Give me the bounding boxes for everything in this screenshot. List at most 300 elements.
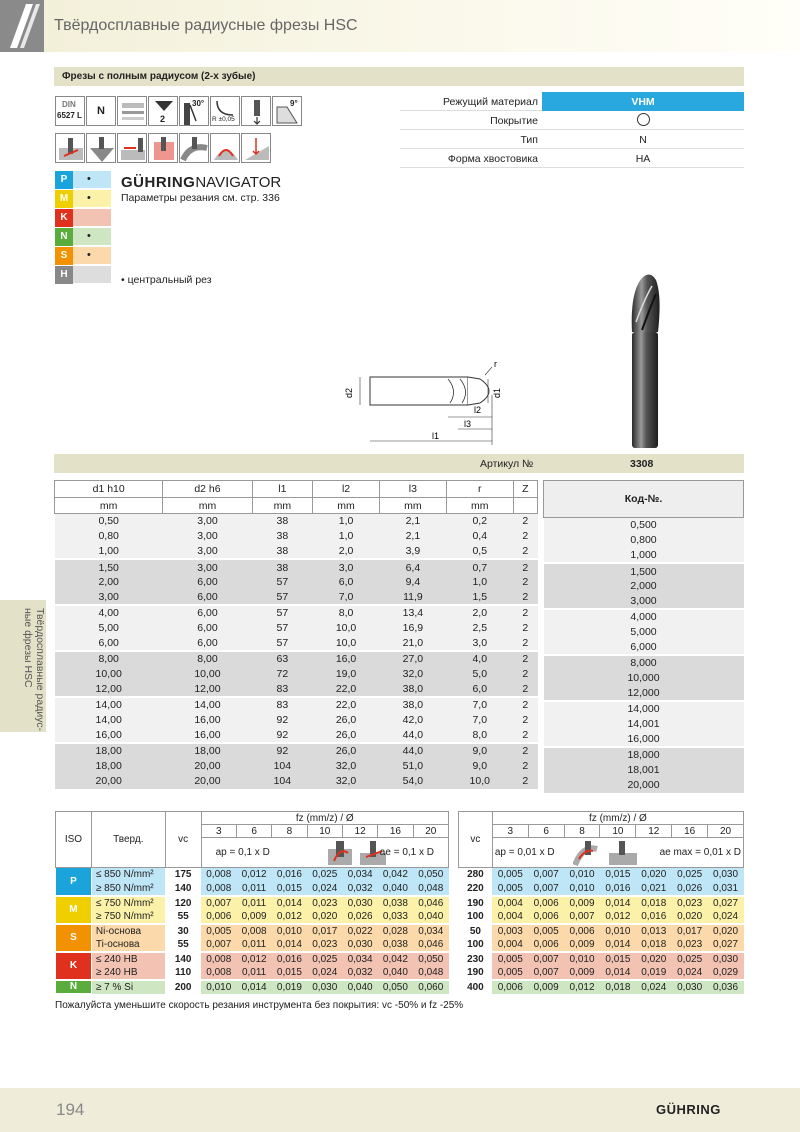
code-number: 3,000 [544,594,744,609]
fz-cell: 0,023 [677,897,703,909]
fz-cell: 0,010 [276,925,302,937]
fz-cell: 0,027 [713,897,739,909]
table-cell: 57 [252,575,313,590]
hardness-cell: ≥ 7 % Si [95,981,134,993]
fz-cell: 0,024 [677,966,703,978]
fz-cell: 0,030 [713,869,739,881]
fz-cell: 0,030 [713,953,739,965]
fz-cell: 0,015 [605,953,631,965]
fz-cell: 0,025 [312,953,338,965]
fz-cell: 0,016 [276,869,302,881]
ae-label: ae max = 0,01 x D [659,847,741,858]
application-slot-pictogram [55,133,85,163]
fz-cell: 0,029 [713,966,739,978]
code-number-table [543,480,744,793]
table-cell: 3,0 [313,559,380,574]
fz-cell: 0,005 [497,966,523,978]
page-number: 194 [56,1100,85,1119]
code-number: 12,000 [544,686,744,701]
fz-cell: 0,028 [382,925,408,937]
fz-cell: 0,019 [276,981,302,993]
fz-cell: 0,021 [641,882,667,894]
table-cell: 1,0 [313,529,380,544]
table-cell: 92 [252,712,313,727]
table-row [55,514,538,529]
fz-cell: 0,042 [382,953,408,965]
table-cell: 2 [513,575,537,590]
fz-cell: 0,034 [347,869,373,881]
fz-cell: 0,020 [312,910,338,922]
table-cell: 6,4 [379,559,446,574]
footer-brand-logo: GÜHRING [656,1102,721,1117]
d2-label: d2 [344,387,354,399]
fz-cell: 0,009 [569,966,595,978]
cutting-row [459,882,744,896]
cutting-row [459,966,744,980]
table-cell: 20,00 [163,758,252,773]
diameter-header: 3 [492,825,528,838]
fz-cell: 0,020 [641,953,667,965]
fz-cell: 0,005 [497,882,523,894]
table-cell: 2 [513,743,537,758]
vc-cell: 100 [459,938,493,952]
table-cell: 2 [513,712,537,727]
cutting-row [56,966,449,980]
table-cell: 8,00 [55,651,163,666]
hardness-cell: ≥ 240 HB [95,966,138,978]
prop-shank [400,149,744,168]
code-number: 20,000 [544,778,744,793]
fz-cell: 0,025 [677,869,703,881]
fz-cell: 0,030 [347,938,373,950]
table-row [55,559,538,574]
table-cell: 13,4 [379,605,446,620]
application-copy-pictogram [179,133,209,163]
code-number: 1,000 [544,548,744,563]
angle-pictogram [272,96,302,126]
fz-cell: 0,038 [382,938,408,950]
hardness-cell: ≤ 850 N/mm² [95,869,154,881]
fz-header: fz (mm/z) / Ø [201,812,448,825]
table-cell: 2,00 [55,575,163,590]
table-row [55,575,538,590]
fz-cell: 0,009 [569,897,595,909]
table-cell: 9,4 [379,575,446,590]
fz-cell: 0,018 [641,938,667,950]
table-cell: 19,0 [313,666,380,681]
tool-dimension-drawing [340,355,510,450]
table-cell: 2,5 [446,621,513,636]
table-cell: 6,00 [163,605,252,620]
din-label: DIN [62,100,76,109]
table-cell: 8,0 [313,605,380,620]
tool-photo [620,272,670,452]
cutting-row [459,924,744,938]
code-row [544,747,744,762]
table-cell: 21,0 [379,636,446,651]
table-cell: 1,0 [446,575,513,590]
fz-cell: 0,040 [418,910,444,922]
fz-cell: 0,005 [497,869,523,881]
code-number: 10,000 [544,670,744,685]
prop-value [542,111,744,130]
fz-cell: 0,018 [641,897,667,909]
cutting-row [56,924,449,938]
fz-cell: 0,014 [276,938,302,950]
table-row [55,728,538,743]
vc-cell: 140 [165,952,201,966]
table-cell: 2,1 [379,529,446,544]
table-cell: 2 [513,728,537,743]
fz-cell: 0,032 [347,882,373,894]
table-cell: 4,0 [446,651,513,666]
vc-cell: 200 [165,980,201,994]
fz-cell: 0,050 [418,869,444,881]
code-row [544,625,744,640]
fz-cell: 0,027 [713,938,739,950]
table-cell: 6,00 [163,636,252,651]
column-header: l2 [313,481,380,498]
code-number: 14,001 [544,716,744,731]
hardness-cell: ≥ 850 N/mm² [95,882,154,894]
fz-cell: 0,006 [533,938,559,950]
table-cell: 10,00 [55,666,163,681]
helix-angle: 30° [192,99,205,108]
code-row [544,670,744,685]
cutting-row [459,910,744,924]
table-cell: 3,00 [163,559,252,574]
table-cell: 6,00 [163,590,252,605]
diameter-header: 8 [564,825,600,838]
fz-cell: 0,012 [605,910,631,922]
code-number: 18,001 [544,762,744,777]
cutting-row [56,896,449,910]
code-row [544,594,744,609]
fz-header: fz (mm/z) / Ø [492,812,743,825]
logo-stripes-icon [0,0,44,52]
fz-cell: 0,015 [605,869,631,881]
table-cell: 10,0 [313,621,380,636]
fz-cell: 0,005 [206,925,232,937]
table-cell: 2 [513,605,537,620]
table-cell: 8,00 [163,651,252,666]
fz-cell: 0,050 [382,981,408,993]
table-cell: 6,0 [446,682,513,697]
code-number: 6,000 [544,640,744,655]
hardness-cell: Ni-основа [95,925,142,937]
iso-letter: K [55,209,73,227]
fz-cell: 0,008 [206,953,232,965]
table-cell: 26,0 [313,728,380,743]
side-milling-icon [118,134,148,164]
vc-cell: 400 [459,980,493,994]
table-cell: 57 [252,621,313,636]
fz-cell: 0,011 [241,966,267,978]
fz-cell: 0,030 [312,981,338,993]
table-cell: 57 [252,590,313,605]
table-cell: 0,4 [446,529,513,544]
fz-cell: 0,025 [312,869,338,881]
table-cell: 18,00 [163,743,252,758]
fz-cell: 0,033 [382,910,408,922]
table-cell: 12,00 [163,682,252,697]
table-cell: 7,0 [446,712,513,727]
table-cell: 10,0 [446,774,513,789]
iso-letter: H [55,266,73,284]
fz-cell: 0,010 [605,925,631,937]
fz-cell: 0,008 [206,882,232,894]
radius-pictogram [210,96,240,126]
fz-cell: 0,023 [312,938,338,950]
table-row [55,636,538,651]
fz-cell: 0,008 [206,869,232,881]
prop-cutting-material [400,92,744,111]
engagement-icon [573,839,653,870]
vc-cell: 175 [165,868,201,882]
fz-cell: 0,023 [312,897,338,909]
table-cell: 18,00 [55,743,163,758]
table-cell: 2 [513,559,537,574]
fz-cell: 0,012 [569,981,595,993]
table-cell: 18,00 [55,758,163,773]
fz-cell: 0,040 [382,882,408,894]
table-cell: 6,00 [163,621,252,636]
fz-cell: 0,004 [497,910,523,922]
fz-cell: 0,009 [241,910,267,922]
code-number: 2,000 [544,579,744,594]
iso-suitability-dot: • [87,173,91,185]
diameter-header: 20 [413,825,448,838]
application-pocket-pictogram [148,133,178,163]
fz-cell: 0,040 [347,981,373,993]
fz-cell: 0,042 [382,869,408,881]
page-footer [0,1088,800,1132]
prop-label: Тип [520,134,538,146]
table-cell: 3,9 [379,544,446,559]
fz-cell: 0,024 [713,910,739,922]
code-row [544,778,744,793]
fz-cell: 0,010 [569,953,595,965]
hardness-cell: Ti-основа [95,938,140,950]
iso-group-h [55,266,111,284]
fz-cell: 0,020 [641,869,667,881]
iso-cell: M [56,896,92,924]
pocket-milling-icon [149,134,179,164]
fz-cell: 0,030 [347,897,373,909]
fz-cell: 0,017 [677,925,703,937]
vc-cell: 55 [165,910,201,924]
table-cell: 51,0 [379,758,446,773]
section-subtitle: Фрезы с полным радиусом (2-х зубые) [62,71,256,82]
table-cell: 14,00 [163,697,252,712]
fz-cell: 0,011 [241,938,267,950]
vc-cell: 30 [165,924,201,938]
table-cell: 32,0 [313,758,380,773]
diameter-header: 10 [600,825,636,838]
code-number: 16,000 [544,732,744,747]
table-cell: 2 [513,529,537,544]
iso-letter: N [55,228,73,246]
table-cell: 38 [252,559,313,574]
table-row [55,682,538,697]
coating-note: Пожалуйста уменьшите скорость резания инструмента без покрытия: vc -50% и fz -25% [55,1000,464,1011]
table-cell: 57 [252,636,313,651]
column-header: l1 [252,481,313,498]
table-row [55,697,538,712]
table-row [55,712,538,727]
code-number: 0,800 [544,533,744,548]
fz-cell: 0,048 [418,966,444,978]
surface-finish-icon [118,97,148,127]
iso-cell: S [56,924,92,952]
column-header: d1 h10 [55,481,163,498]
navigator-logo [121,174,281,191]
table-cell: 42,0 [379,712,446,727]
column-header: r [446,481,513,498]
table-cell: 3,00 [163,529,252,544]
table-cell: 9,0 [446,758,513,773]
brand-logo [0,0,44,52]
fz-cell: 0,018 [605,981,631,993]
table-cell: 16,00 [55,728,163,743]
table-cell: 32,0 [313,774,380,789]
r-label: r [494,359,497,369]
fz-cell: 0,046 [418,938,444,950]
table-cell: 9,0 [446,743,513,758]
unit-cell: mm [252,498,313,514]
table-cell: 12,00 [55,682,163,697]
code-number: 5,000 [544,625,744,640]
fz-cell: 0,016 [276,953,302,965]
fz-cell: 0,009 [569,938,595,950]
fz-cell: 0,006 [497,981,523,993]
iso-letter: P [55,171,73,189]
table-cell: 2 [513,590,537,605]
diameter-header: 16 [378,825,413,838]
diameter-header: 12 [636,825,672,838]
fz-cell: 0,007 [533,966,559,978]
fz-cell: 0,014 [605,897,631,909]
fz-cell: 0,015 [276,966,302,978]
ramp-milling-icon [242,134,272,164]
fz-cell: 0,011 [241,882,267,894]
fz-cell: 0,007 [206,938,232,950]
fz-cell: 0,034 [418,925,444,937]
table-row [55,621,538,636]
code-row [544,640,744,655]
table-cell: 38,0 [379,697,446,712]
table-cell: 27,0 [379,651,446,666]
fz-cell: 0,019 [641,966,667,978]
fz-cell: 0,015 [276,882,302,894]
code-row [544,686,744,701]
application-profile-pictogram [86,133,116,163]
code-number: 18,000 [544,747,744,762]
table-cell: 1,50 [55,559,163,574]
table-cell: 16,9 [379,621,446,636]
type-n-label: N [97,105,105,117]
type-n-pictogram [86,96,116,126]
d1-label: d1 [492,387,502,399]
table-cell: 92 [252,728,313,743]
table-cell: 6,00 [55,636,163,651]
uncoated-circle-icon [637,113,650,126]
table-row [55,590,538,605]
table-cell: 2 [513,774,537,789]
unit-cell: mm [313,498,380,514]
fz-cell: 0,013 [641,925,667,937]
diameter-header: 6 [528,825,564,838]
iso-header: ISO [56,812,92,868]
table-cell: 6,0 [313,575,380,590]
vc-cell: 110 [165,966,201,980]
fz-cell: 0,012 [241,953,267,965]
angle-value: 9° [290,99,298,108]
side-chapter-tab [0,600,46,732]
unit-cell: mm [163,498,252,514]
fz-cell: 0,024 [312,966,338,978]
slot-milling-icon [56,134,86,164]
code-row [544,762,744,777]
table-row [55,529,538,544]
table-cell: 104 [252,774,313,789]
radius-tolerance: R ±0,05 [212,116,235,123]
prop-value: N [639,134,647,146]
table-cell: 26,0 [313,712,380,727]
table-row [55,651,538,666]
table-cell: 63 [252,651,313,666]
column-header: l3 [379,481,446,498]
vc-cell: 140 [165,882,201,896]
table-cell: 0,7 [446,559,513,574]
cutting-row [56,882,449,896]
table-cell: 104 [252,758,313,773]
vc-cell: 190 [459,966,493,980]
profile-milling-icon [87,134,117,164]
fz-cell: 0,006 [206,910,232,922]
fz-cell: 0,004 [497,897,523,909]
table-cell: 7,0 [446,697,513,712]
table-cell: 8,0 [446,728,513,743]
table-cell: 2 [513,666,537,681]
fz-cell: 0,026 [347,910,373,922]
column-header: d2 h6 [163,481,252,498]
diameter-header: 8 [272,825,307,838]
fz-cell: 0,020 [713,925,739,937]
flutes-count: 2 [160,114,166,124]
table-row [55,774,538,789]
table-cell: 16,00 [163,728,252,743]
plunge-pictogram [241,96,271,126]
iso-letter: M [55,190,73,208]
table-cell: 38 [252,544,313,559]
diameter-header: 3 [201,825,236,838]
vc-cell: 100 [459,910,493,924]
table-cell: 2 [513,651,537,666]
table-cell: 2,0 [446,605,513,620]
iso-suitability-dot: • [87,230,91,242]
table-cell: 20,00 [163,774,252,789]
prop-value: VHM [542,92,744,111]
code-number: 8,000 [544,655,744,670]
prop-label: Режущий материал [443,96,538,108]
code-row [544,533,744,548]
code-row [544,579,744,594]
central-cut-note: • центральный рез [121,274,212,286]
table-cell: 10,00 [163,666,252,681]
fz-cell: 0,006 [533,897,559,909]
vc-cell: 280 [459,868,493,882]
